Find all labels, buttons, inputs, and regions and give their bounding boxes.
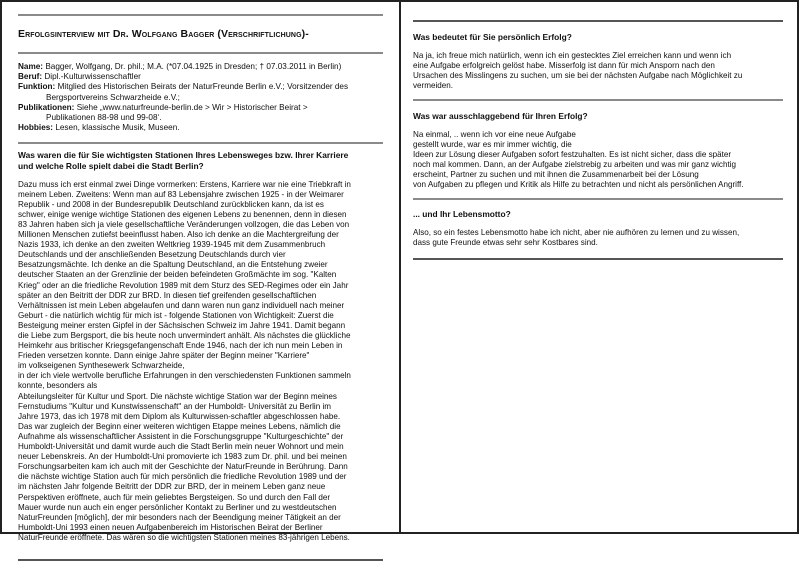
answer-line: Na ja, ich freue mich natürlich, wenn ich ein gestecktes Ziel erreichen kann und wenn ich <box>413 50 732 60</box>
profile-hobbies <box>18 123 383 133</box>
answer-line: von Aufgaben zu pflegen und Kritik als Hilfe zu betrachten und nicht als persönlichen Angriff. <box>413 180 744 190</box>
answer-ausschlaggebend <box>413 130 783 191</box>
profile-label: Hobbies: <box>18 123 54 133</box>
answer-line: Humboldt-Uni 1993 einen neuen Aufgabenbereich im Historischen Beirat der Berliner <box>18 522 323 532</box>
answer-line: Besteigung meiner ersten Gipfel in der Sächsischen Schweiz im Jahre 1941. Damit begann <box>18 320 346 330</box>
answer-line: Krieg" oder an die friedliche Revolution 1989 mit dem Sturz des SED-Regimes oder ein Jahr <box>18 280 349 290</box>
answer-line: vermeiden. <box>413 80 454 90</box>
answer-line: deutscher Staaten an der Grenzlinie der beiden befeindeten Großmächte im sog. "Kalten <box>18 270 337 280</box>
answer-line: Republik - und 2008 in der Bundesrepublik Deutschland zurückblicken kann, da ist es <box>18 199 324 209</box>
answer-line: erscheint, Partner zu suchen und mit ihnen die Zusammenarbeit bei der Lösung <box>413 169 699 179</box>
profile-label: Beruf: <box>18 72 43 82</box>
top-rule <box>413 20 783 22</box>
question-erfolg: Was bedeutet für Sie persönlich Erfolg? <box>413 32 572 42</box>
top-rule <box>18 14 383 16</box>
profile-rule <box>18 142 383 144</box>
answer-line: Mauer wurde nun auch ein enger persönlicher Kontakt zu Berliner und zu westdeutschen <box>18 502 337 512</box>
answer-line: gestellt wurde, war es mir immer wichtig, die <box>413 139 572 149</box>
left-page-content <box>18 2 383 561</box>
profile-label: Funktion: <box>18 82 56 92</box>
answer-line: die nächste wichtige Station auch für mich persönlich die friedliche Revolution 1989 und der <box>18 472 347 482</box>
answer-line: eine Aufgabe erfolgreich gelöst habe. Misserfolg ist dann für mich Ansporn nach den <box>413 60 715 70</box>
answer-line: Aufnahme als wissenschaftlicher Assistent in die Forschungsgruppe "Kulturgeschichte" der <box>18 431 344 441</box>
answer-line: neuer Lebenskreis. An der Humboldt-Uni promovierte ich 1983 zum Dr. phil. und bei meinen <box>18 452 347 462</box>
profile-value-cont: Publikationen 88-98 und 99-08‘. <box>46 113 162 123</box>
question-line: und welche Rolle spielt dabei die Stadt Berlin? <box>18 161 204 172</box>
profile-beruf <box>18 72 383 82</box>
title-main: Erfolgsinterview mit Dr. Wolfgang Bagger <box>18 28 215 40</box>
answer-line: Humboldt-Universität und damit wurde auch die Stadt Berlin mein neuer Wohnort und mein <box>18 442 344 452</box>
answer-line: Deutschlands und der anschließenden Besetzung Deutschlands durch vier <box>18 250 286 260</box>
profile-name <box>18 62 383 72</box>
answer-line: Fernstudiums "Kultur und Kunstwissenschaft" an der Humboldt- Universität zu Berlin im <box>18 401 331 411</box>
profile-value: Dipl.-Kulturwissenschaftler <box>44 72 141 82</box>
answer-stations <box>18 180 383 543</box>
answer-erfolg <box>413 51 783 91</box>
interview-title <box>18 28 383 40</box>
answer-line: im volkseigenen Synthesewerk Schwarzheide, <box>18 361 185 371</box>
profile-value-cont: Bergsportvereins Schwarzheide e.V.; <box>46 92 180 102</box>
profile-label: Publikationen: <box>18 102 75 112</box>
answer-line: Millionen Menschen zutiefst beeinflusst haben. Also ich denke an die Machtergreifung der <box>18 230 339 240</box>
left-page <box>0 0 400 542</box>
profile-publikationen <box>18 103 383 123</box>
answer-line: später an den Beitritt der DDR zur BRD. In diesen tief greifenden gesellschaftlichen <box>18 290 317 300</box>
answer-line: Frieden versetzen konnte. Dann einige Jahre später der Beginn meiner "Karriere" <box>18 351 310 361</box>
answer-line: Perspektiven eröffnete, auch für mein geliebtes Bergsteigen. So und durch den Fall der <box>18 492 331 502</box>
answer-line: Nazis 1933, ich denke an den zweiten Weltkrieg 1939-1945 mit dem Zusammenbruch <box>18 240 326 250</box>
profile-block <box>18 62 383 133</box>
answer-line: schwer, einige wenige wichtige Stationen des eigenen Lebens zu benennen, denn in diesen <box>18 209 347 219</box>
profile-value: Lesen, klassische Musik, Museen. <box>55 123 180 133</box>
answer-lebensmotto <box>413 228 783 248</box>
answer-line: konnte, besonders als <box>18 381 98 391</box>
answer-line: Geburt - die natürlich wichtig für mich ist - folgende Stationen von Wichtigkeit: Zuerst die <box>18 310 334 320</box>
question-line: Was waren die für Sie wichtigsten Stationen Ihres Lebensweges bzw. Ihrer Karriere <box>18 150 349 161</box>
answer-line: meinem Leben. Zweitens: Wenn man auf 83 Lebensjahre zwischen 1925 - in der Weimarer <box>18 189 344 199</box>
answer-line: Dazu muss ich erst einmal zwei Dinge vormerken: Erstens, Karriere war nie eine Triebkraft in <box>18 179 351 189</box>
answer-line: noch mal kommen. Dann, an der Aufgabe zielstrebig zu arbeiten und was mir ganz wichtig <box>413 159 737 169</box>
answer-line: Abteilungsleiter für Kultur und Sport. Die nächste wichtige Station war der Beginn meines <box>18 391 337 401</box>
answer-line: dass gute Freunde etwas sehr sehr Kostbares sind. <box>413 237 598 247</box>
answer-line: Ideen zur Lösung dieser Aufgaben sofort festzuhalten. Es ist nicht sicher, dass die später <box>413 149 732 159</box>
right-page <box>399 0 799 534</box>
question-ausschlaggebend: Was war ausschlaggebend für Ihren Erfolg? <box>413 110 588 121</box>
answer-line: Besatzungsmächte. Ich denke an die Spaltung Deutschland, an die Entstehung zweier <box>18 260 328 270</box>
answer-line: Ursachen des Misslingens zu suchen, um sie bei der nächsten Aufgabe nach Möglichkeit zu <box>413 70 743 80</box>
bottom-rule <box>413 258 783 260</box>
answer-line: Verhältnissen ist mein Leben abgelaufen und dann waren nun ganz individuell nach meiner <box>18 300 345 310</box>
answer-line: Jahre 1973, das ich 1978 mit dem Diplom als Kulturwissen-schaftler abgeschlossen habe. <box>18 411 341 421</box>
title-suffix: (Verschriftlichung)- <box>214 28 309 40</box>
answer-line: Das war zugleich der Beginn einer weiteren wichtigen Etappe meines Lebens, nämlich die <box>18 421 341 431</box>
profile-value: Bagger, Wolfgang, Dr. phil.; M.A. (*07.04.1925 in Dresden; † 07.03.2011 in Berlin) <box>45 62 342 71</box>
answer-line: NaturFreunde eröffnete. Das wären so die wichtigsten Stationen meines 83-jährigen Lebens. <box>18 532 350 542</box>
answer-line: 83 Jahren haben sich ja viele gesellschaftliche Veränderungen vollzogen, die das Leben von <box>18 219 350 229</box>
answer-line: Heimkehr aus britischer Kriegsgefangenschaft Ende 1946, nach der ich nun mein Leben in <box>18 341 343 351</box>
answer-line: im nächsten Jahr folgende Beitritt der DDR zur BRD, der in meinem Leben ganz neue <box>18 482 326 492</box>
answer-line: Na einmal, .. wenn ich vor eine neue Aufgabe <box>413 129 576 139</box>
profile-funktion <box>18 82 383 102</box>
question-lebensmotto: ... und Ihr Lebensmotto? <box>413 209 511 220</box>
question-stations <box>18 150 383 171</box>
answer-line: die Liebe zum Bergsport, die bis heute noch unvermindert anhält. Als nächstes die glückliche <box>18 331 351 341</box>
section-rule <box>413 99 783 101</box>
answer-line: Also, so ein festes Lebensmotto habe ich nicht, aber nie aufhören zu lernen und zu wissen, <box>413 227 740 237</box>
answer-line: in der ich viele wertvolle berufliche Erfahrungen in den verschiedensten Funktionen sammeln <box>18 371 351 381</box>
right-page-content <box>413 2 783 260</box>
title-rule <box>18 52 383 54</box>
section-rule <box>413 198 783 200</box>
profile-value: Siehe „www.naturfreunde-berlin.de > Wir > Historischer Beirat > <box>76 102 308 112</box>
answer-line: NaturFreunden [möglich], der mir besonders nach der Beendigung meiner Tätigkeit an der <box>18 512 341 522</box>
answer-line: Forschungsarbeiten kam ich auch mit der Geschichte der NaturFreunde in Berührung. Dann <box>18 462 348 472</box>
profile-label: Name: <box>18 62 44 71</box>
profile-value: Mitglied des Historischen Beirats der NaturFreunde Berlin e.V.; Vorsitzender des <box>57 82 349 92</box>
